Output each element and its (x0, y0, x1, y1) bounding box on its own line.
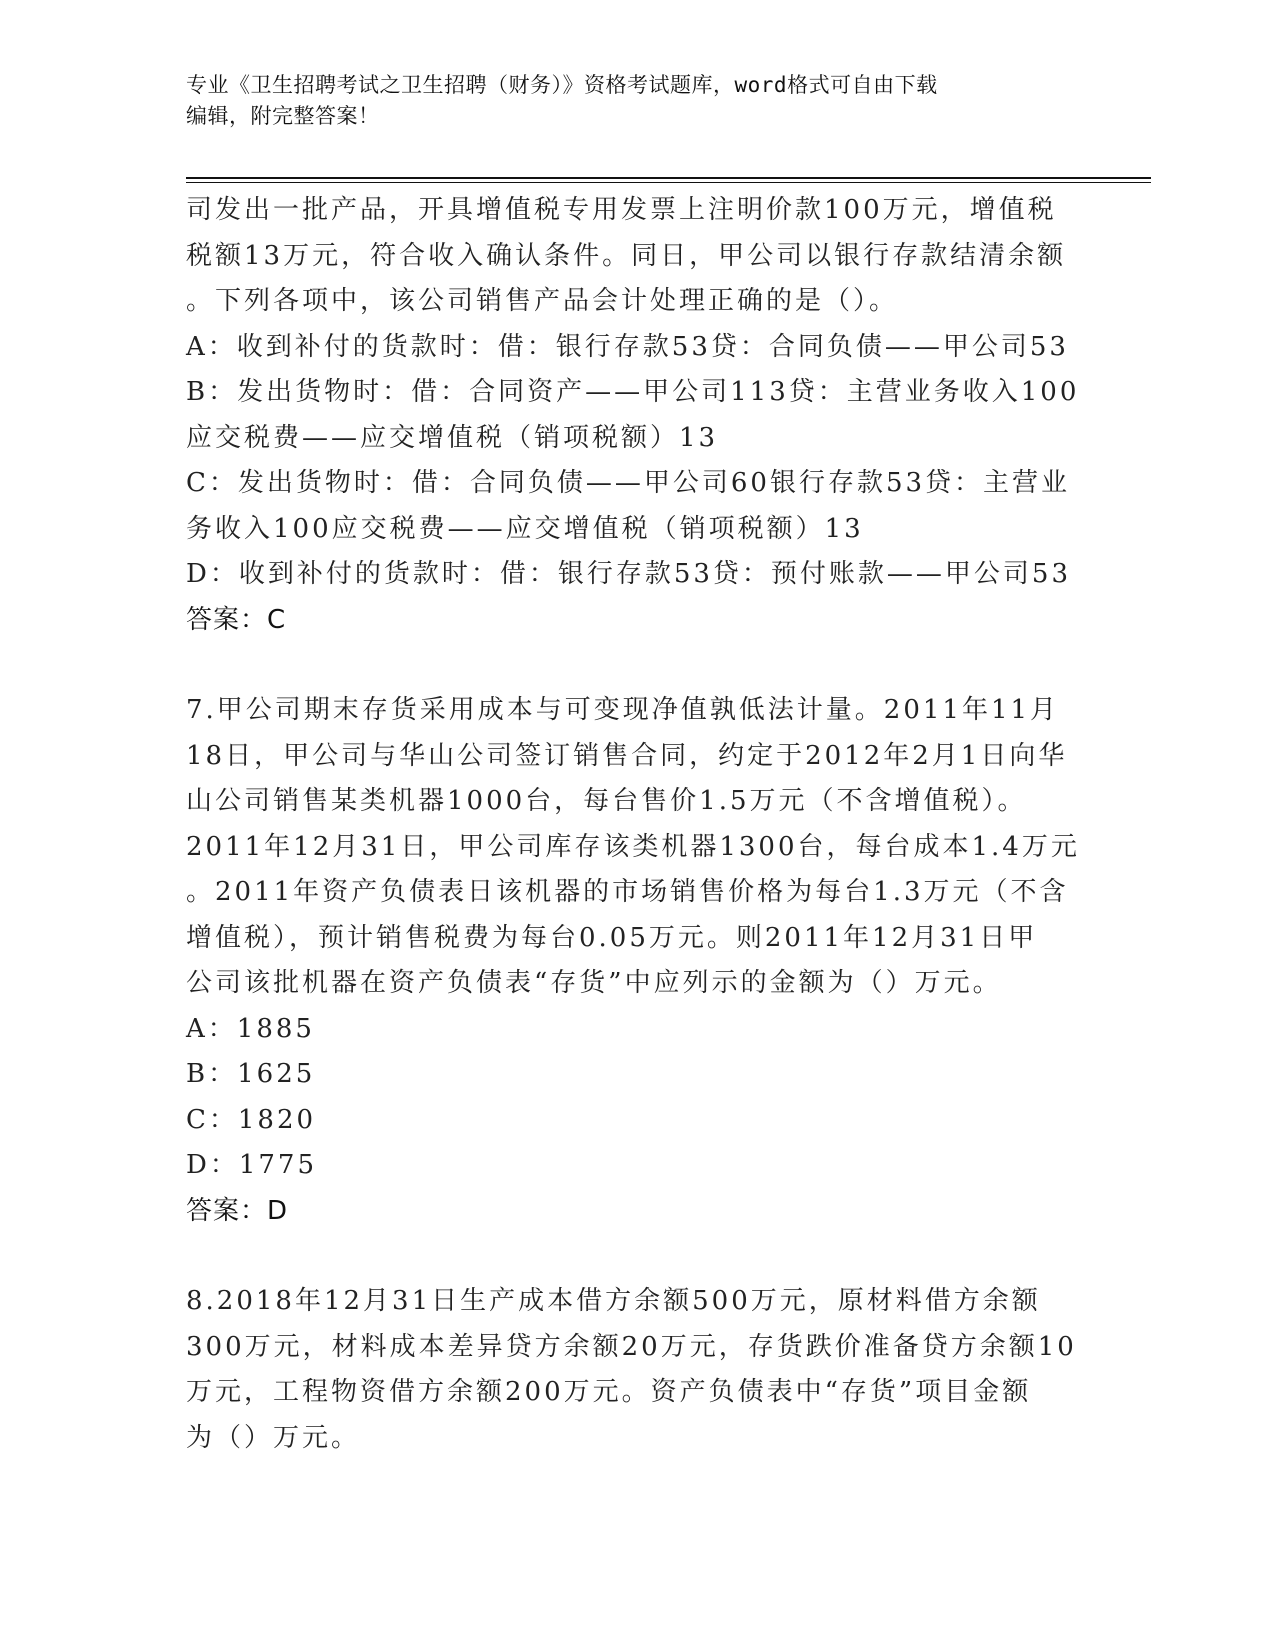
question-text-line: 司发出一批产品，开具增值税专用发票上注明价款100万元，增值税 (186, 195, 1057, 225)
question-text-line: 。下列各项中，该公司销售产品会计处理正确的是（）。 (186, 286, 899, 316)
option-b: B：发出货物时：借：合同资产——甲公司113贷：主营业务收入100 (186, 377, 1080, 407)
question-7 (186, 688, 1086, 1234)
question-8 (186, 1279, 1086, 1461)
question-text-line: 山公司销售某类机器1000台，每台售价1.5万元（不含增值税）。 (186, 786, 1027, 816)
option-b: B：1625 (186, 1059, 316, 1089)
question-text-line: 。2011年资产负债表日该机器的市场销售价格为每台1.3万元（不含 (186, 877, 1069, 907)
answer-label: 答案：C (186, 604, 287, 635)
question-text-line: 为（）万元。 (186, 1422, 361, 1453)
document-header (186, 70, 1086, 132)
question-text-line: 18日，甲公司与华山公司签订销售合同，约定于2012年2月1日向华 (186, 740, 1068, 771)
option-c-continued: 务收入100应交税费——应交增值税（销项税额）13 (186, 513, 864, 544)
header-rule-thick (186, 177, 1151, 179)
spacer (186, 643, 1086, 688)
question-text-line: 税额13万元，符合收入确认条件。同日，甲公司以银行存款结清余额 (186, 240, 1067, 271)
spacer (186, 1234, 1086, 1279)
header-line-1: 专业《卫生招聘考试之卫生招聘（财务）》资格考试题库，word格式可自由下载 (186, 73, 938, 97)
question-text-line: 万元，工程物资借方余额200万元。资产负债表中“存货”项目金额 (186, 1377, 1032, 1407)
header-rule-thin (186, 182, 1151, 183)
header-line-2: 编辑，附完整答案！ (186, 104, 380, 128)
question-text-line: 8.2018年12月31日生产成本借方余额500万元，原材料借方余额 (186, 1286, 1041, 1316)
question-text-line: 7.甲公司期末存货采用成本与可变现净值孰低法计量。2011年11月 (186, 695, 1060, 725)
answer-label: 答案：D (186, 1195, 289, 1226)
option-a: A：收到补付的货款时：借：银行存款53贷：合同负债——甲公司53 (186, 331, 1069, 362)
option-a: A：1885 (186, 1013, 315, 1044)
question-text-line: 2011年12月31日，甲公司库存该类机器1300台，每台成本1.4万元 (186, 831, 1080, 862)
option-d: D：1775 (186, 1150, 318, 1180)
question-text-line: 300万元，材料成本差异贷方余额20万元，存货跌价准备贷方余额10 (186, 1331, 1077, 1362)
option-c: C：发出货物时：借：合同负债——甲公司60银行存款53贷：主营业 (186, 468, 1071, 498)
document-body (186, 188, 1086, 1461)
question-text-line: 增值税），预计销售税费为每台0.05万元。则2011年12月31日甲 (186, 922, 1038, 953)
question-6 (186, 188, 1086, 643)
question-text-line: 公司该批机器在资产负债表“存货”中应列示的金额为（）万元。 (186, 968, 1002, 998)
option-d: D：收到补付的货款时：借：银行存款53贷：预付账款——甲公司53 (186, 559, 1072, 589)
option-c: C：1820 (186, 1104, 317, 1135)
option-b-continued: 应交税费——应交增值税（销项税额）13 (186, 422, 719, 453)
